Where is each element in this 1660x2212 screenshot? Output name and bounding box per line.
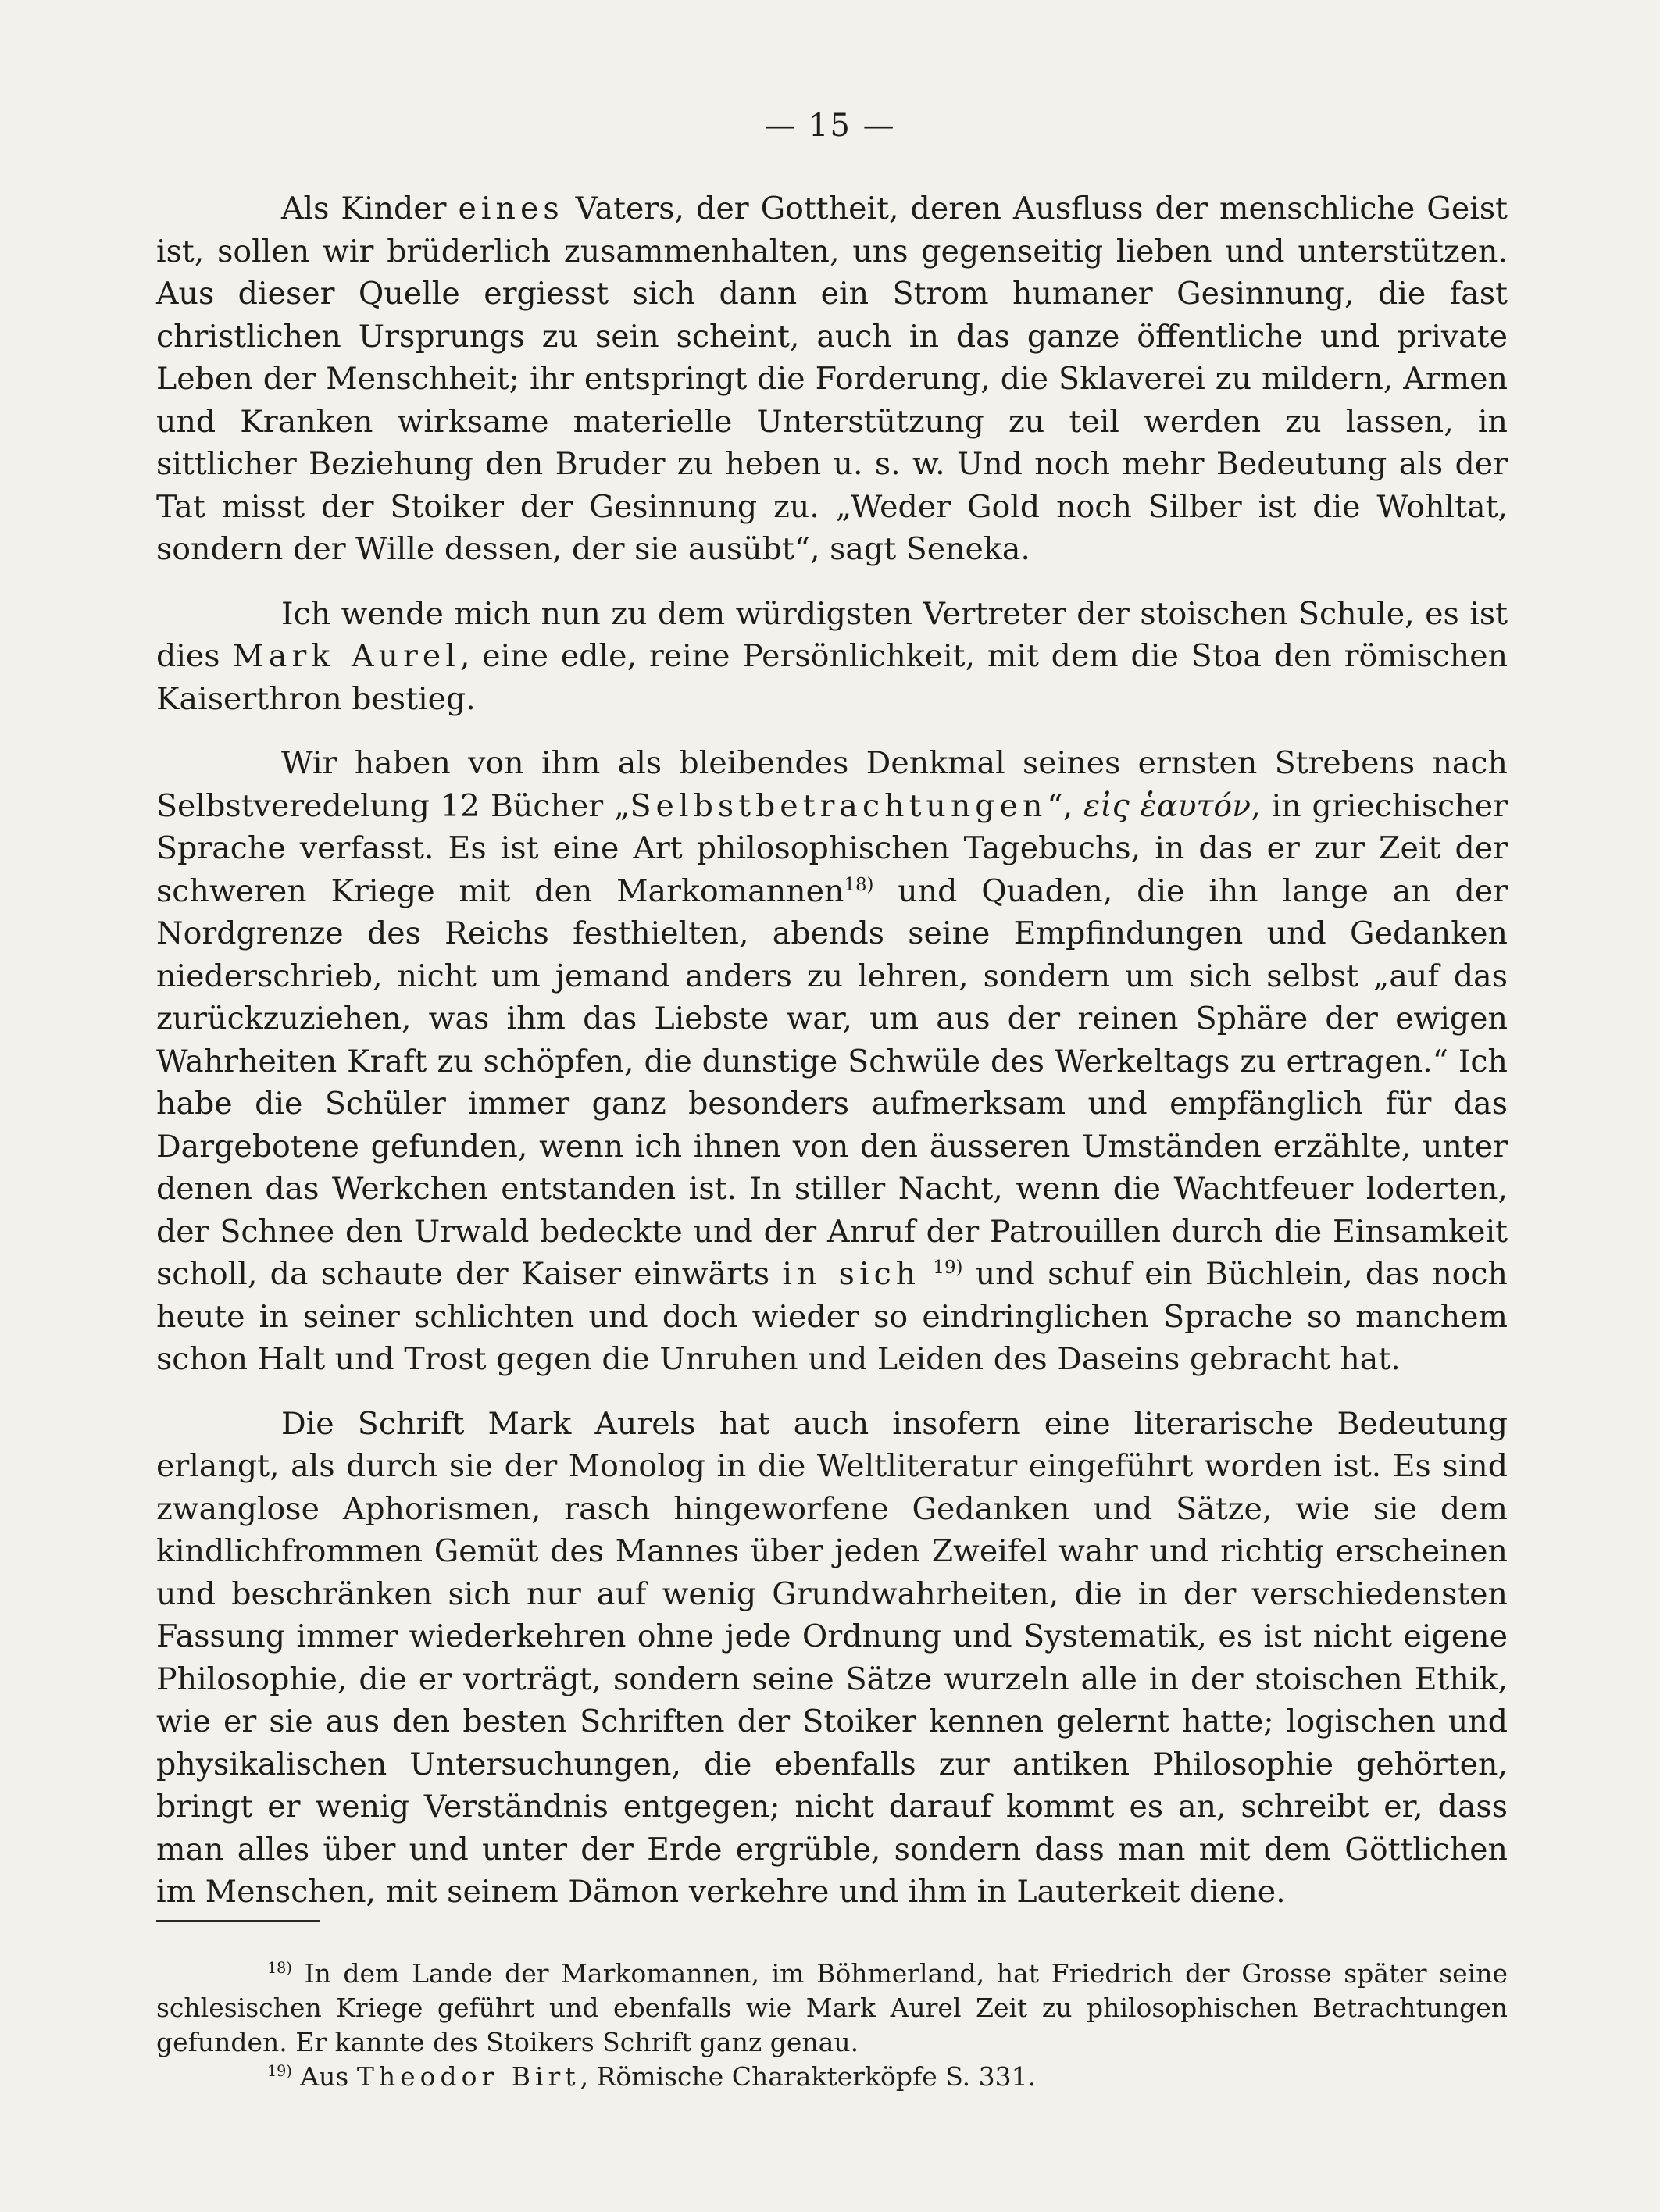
- footnote-divider: [156, 1920, 320, 1922]
- body-text: [156, 187, 1508, 1936]
- text-run: “,: [1047, 787, 1083, 824]
- text-run: , in griechischer Sprache verfasst. Es ist eine Art philosophischen Tagebuchs, in das er zur Zeit der schweren Kriege mit den Markomannen: [156, 787, 1508, 909]
- text-run: , eine edle, reine Persönlichkeit, mit dem die Stoa den römischen Kaiserthron bestieg.: [156, 638, 1508, 717]
- footnote-ref: 19): [267, 2062, 292, 2080]
- paragraph: [156, 742, 1508, 1381]
- text-run: Vaters, der Gottheit, deren Ausfluss der menschliche Geist ist, sollen wir brüderlich zusammenhalten, uns gegenseitig lieben und unterstützen. Aus dieser Quelle ergiesst sich dann ein Strom humaner Gesinnung, die fast christlichen Ursprungs zu sein scheint, auch in das ganze öffentliche und private Leben der Menschheit; ihr entspringt die Forderung, die Sklaverei zu mildern, Armen und Kranken wirksame materielle Unterstützung zu teil werden zu lassen, in sittlicher Beziehung den Bruder zu heben u. s. w. Und noch mehr Bedeutung als der Tat misst der Stoiker der Gesinnung zu. „Weder Gold noch Silber ist die Wohltat, sondern der Wille dessen, der sie ausübt“, sagt Seneka.: [156, 191, 1508, 567]
- footnote-ref: 19): [933, 1257, 963, 1278]
- text-run: Die Schrift Mark Aurels hat auch insofern eine literarische Bedeutung erlangt, als durch sie der Monolog in die Weltliteratur eingeführt worden ist. Es sind zwanglose Aphorismen, rasch hingeworfene Gedanken und Sätze, wie sie dem kindlichfrommen Gemüt des Mannes über jeden Zweifel wahr und richtig erscheinen und beschränken sich nur auf wenig Grundwahrheiten, die in der verschiedensten Fassung immer wiederkehren ohne jede Ordnung und Systematik, es ist nicht eigene Philosophie, die er vorträgt, sondern seine Sätze wurzeln alle in der stoischen Ethik, wie er sie aus den besten Schriften der Stoiker kennen gelernt hatte; logischen und physikalischen Untersuchungen, die ebenfalls zur antiken Philosophie gehörten, bringt er wenig Verständnis entgegen; nicht darauf kommt es an, schreibt er, dass man alles über und unter der Erde ergrüble, sondern dass man mit dem Göttlichen im Menschen, mit seinem Dämon verkehre und ihm in Lauterkeit diene.: [156, 1405, 1508, 1910]
- text-run: Aus: [291, 2061, 357, 2092]
- emphasized-text: eines: [458, 191, 564, 227]
- text-run: und schuf ein Büchlein, das noch heute in seiner schlichten und doch wieder so eindringlichen Sprache so manchem schon Halt und Trost gegen die Unruhen und Leiden des Daseins gebracht hat.: [156, 1256, 1508, 1377]
- text-run: Als Kinder: [281, 191, 459, 227]
- text-run: , Römische Charakterköpfe S. 331.: [580, 2061, 1037, 2092]
- text-run: [920, 1256, 933, 1292]
- footnote-18: [156, 1957, 1508, 2060]
- emphasized-text: Mark Aurel: [232, 638, 460, 674]
- text-run: In dem Lande der Markomannen, im Böhmerland, hat Friedrich der Grosse später seine schlesischen Kriege geführt und ebenfalls wie Mark Aurel Zeit zu philosophischen Betrachtungen gefunden. Er kannte des Stoikers Schrift ganz genau.: [156, 1958, 1508, 2057]
- page-number: — 15 —: [764, 108, 896, 144]
- paragraph: [156, 593, 1508, 721]
- emphasized-text: Theodor Birt: [356, 2061, 580, 2092]
- footnotes: [156, 1957, 1508, 2094]
- paragraph: [156, 1403, 1508, 1914]
- emphasized-text: in sich: [782, 1256, 921, 1292]
- footnote-ref: 18): [267, 1959, 292, 1977]
- text-run: Wir haben von ihm als bleibendes Denkmal seines ernsten Strebens nach Selbstveredelung 12 Bücher „: [156, 745, 1508, 824]
- footnote-ref: 18): [844, 874, 874, 895]
- text-run: Ich wende mich nun zu dem würdigsten Vertreter der stoischen Schule, es ist dies: [156, 595, 1508, 674]
- greek-text: εἰς ἑαυτόν: [1083, 787, 1251, 824]
- footnote-19: [156, 2060, 1508, 2094]
- paragraph: [156, 187, 1508, 571]
- emphasized-text: Selbstbetrachtungen: [630, 787, 1048, 824]
- text-run: und Quaden, die ihn lange an der Nordgrenze des Reichs festhielten, abends seine Empfindungen und Gedanken niederschrieb, nicht um jemand anders zu lehren, sondern um sich selbst „auf das zurückzuziehen, was ihm das Liebste war, um aus der reinen Sphäre der ewigen Wahrheiten Kraft zu schöpfen, die dunstige Schwüle des Werkeltags zu ertragen.“ Ich habe die Schüler immer ganz besonders aufmerksam und empfänglich für das Dargebotene gefunden, wenn ich ihnen von den äusseren Umständen erzählte, unter denen das Werkchen entstanden ist. In stiller Nacht, wenn die Wachtfeuer loderten, der Schnee den Urwald bedeckte und der Anruf der Patrouillen durch die Einsamkeit scholl, da schaute der Kaiser einwärts: [156, 872, 1508, 1292]
